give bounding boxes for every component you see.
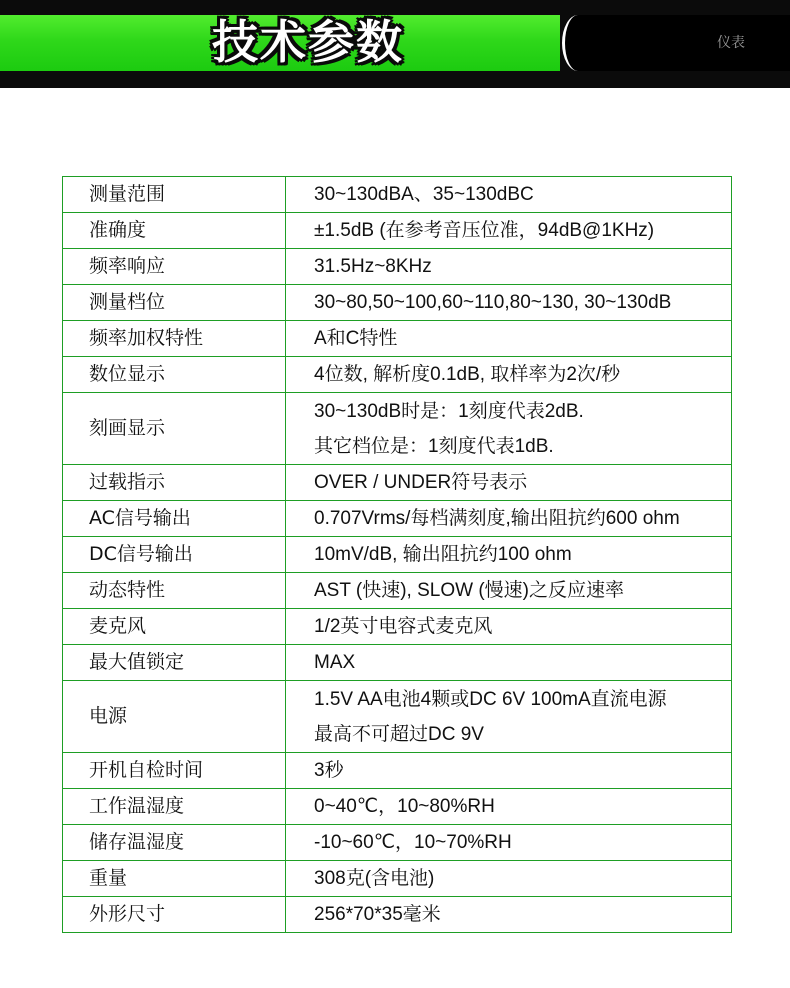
- spec-value: [286, 177, 732, 213]
- spec-label: 麦克风: [63, 609, 286, 645]
- spec-value-line: 256*70*35毫米: [314, 904, 441, 925]
- spec-value-line: 30~80,50~100,60~110,80~130, 30~130dB: [314, 292, 672, 313]
- table-row: [63, 465, 732, 501]
- spec-value: [286, 789, 732, 825]
- spec-value: [286, 249, 732, 285]
- spec-label: 频率响应: [63, 249, 286, 285]
- spec-label: 测量档位: [63, 285, 286, 321]
- spec-value: [286, 501, 732, 537]
- page-title: 技术参数: [212, 15, 404, 69]
- banner-dark-tab: [562, 15, 790, 71]
- table-row: [63, 177, 732, 213]
- table-row: [63, 897, 732, 933]
- table-row: [63, 501, 732, 537]
- spec-label: 过载指示: [63, 465, 286, 501]
- spec-value-line: 30~130dBA、35~130dBC: [314, 184, 534, 205]
- spec-label: 准确度: [63, 213, 286, 249]
- spec-value: [286, 825, 732, 861]
- spec-label: 工作温湿度: [63, 789, 286, 825]
- spec-value-line: 10mV/dB, 输出阻抗约100 ohm: [314, 544, 572, 565]
- spec-label: 储存温湿度: [63, 825, 286, 861]
- spec-value-line: 最高不可超过DC 9V: [314, 723, 484, 745]
- spec-value: [286, 285, 732, 321]
- spec-label: DC信号输出: [63, 537, 286, 573]
- table-row: [63, 573, 732, 609]
- spec-label: 最大值锁定: [63, 645, 286, 681]
- spec-value: [286, 645, 732, 681]
- spec-label: 动态特性: [63, 573, 286, 609]
- table-row: [63, 393, 732, 465]
- spec-label: 频率加权特性: [63, 321, 286, 357]
- table-row: [63, 357, 732, 393]
- spec-value-line: 其它档位是：1刻度代表1dB.: [314, 435, 554, 457]
- spec-value: [286, 465, 732, 501]
- table-row: [63, 249, 732, 285]
- spec-table: [62, 176, 732, 933]
- spec-label: 测量范围: [63, 177, 286, 213]
- spec-label: 开机自检时间: [63, 753, 286, 789]
- spec-label: AC信号输出: [63, 501, 286, 537]
- spec-value-line: -10~60℃，10~70%RH: [314, 832, 512, 853]
- spec-value: [286, 357, 732, 393]
- spec-label: 重量: [63, 861, 286, 897]
- spec-label: 电源: [63, 681, 286, 753]
- spec-value-line: 0.707Vrms/每档满刻度,输出阻抗约600 ohm: [314, 508, 680, 529]
- spec-value: [286, 393, 732, 465]
- spec-value-line: 0~40℃，10~80%RH: [314, 796, 495, 817]
- table-row: [63, 825, 732, 861]
- spec-value-line: 1.5V AA电池4颗或DC 6V 100mA直流电源: [314, 688, 667, 710]
- table-row: [63, 753, 732, 789]
- spec-value-line: MAX: [314, 652, 356, 673]
- spec-label: 数位显示: [63, 357, 286, 393]
- spec-value: [286, 681, 732, 753]
- spec-label: 外形尺寸: [63, 897, 286, 933]
- spec-value: [286, 861, 732, 897]
- spec-value-line: A和C特性: [314, 328, 398, 349]
- spec-value: [286, 213, 732, 249]
- table-row: [63, 213, 732, 249]
- spec-value: [286, 573, 732, 609]
- spec-value-line: 3秒: [314, 760, 344, 781]
- spec-value-line: 4位数, 解析度0.1dB, 取样率为2次/秒: [314, 364, 621, 385]
- table-row: [63, 537, 732, 573]
- spec-value: [286, 609, 732, 645]
- spec-value: [286, 537, 732, 573]
- spec-value-line: 31.5Hz~8KHz: [314, 256, 432, 277]
- spec-value-line: ±1.5dB (在参考音压位准，94dB@1KHz): [314, 220, 655, 241]
- table-row: [63, 681, 732, 753]
- spec-value: [286, 753, 732, 789]
- spec-value-line: 1/2英寸电容式麦克风: [314, 616, 493, 637]
- banner-subtitle: 仪表: [717, 35, 745, 51]
- spec-value: [286, 897, 732, 933]
- header-banner: [0, 0, 790, 88]
- table-row: [63, 285, 732, 321]
- spec-value-line: AST (快速), SLOW (慢速)之反应速率: [314, 580, 624, 601]
- table-row: [63, 861, 732, 897]
- spec-value: [286, 321, 732, 357]
- spec-value-line: OVER / UNDER符号表示: [314, 472, 528, 493]
- table-row: [63, 609, 732, 645]
- table-row: [63, 789, 732, 825]
- spec-value-line: 308克(含电池): [314, 868, 435, 889]
- spec-value-line: 30~130dB时是：1刻度代表2dB.: [314, 400, 584, 422]
- table-row: [63, 321, 732, 357]
- spec-label: 刻画显示: [63, 393, 286, 465]
- table-row: [63, 645, 732, 681]
